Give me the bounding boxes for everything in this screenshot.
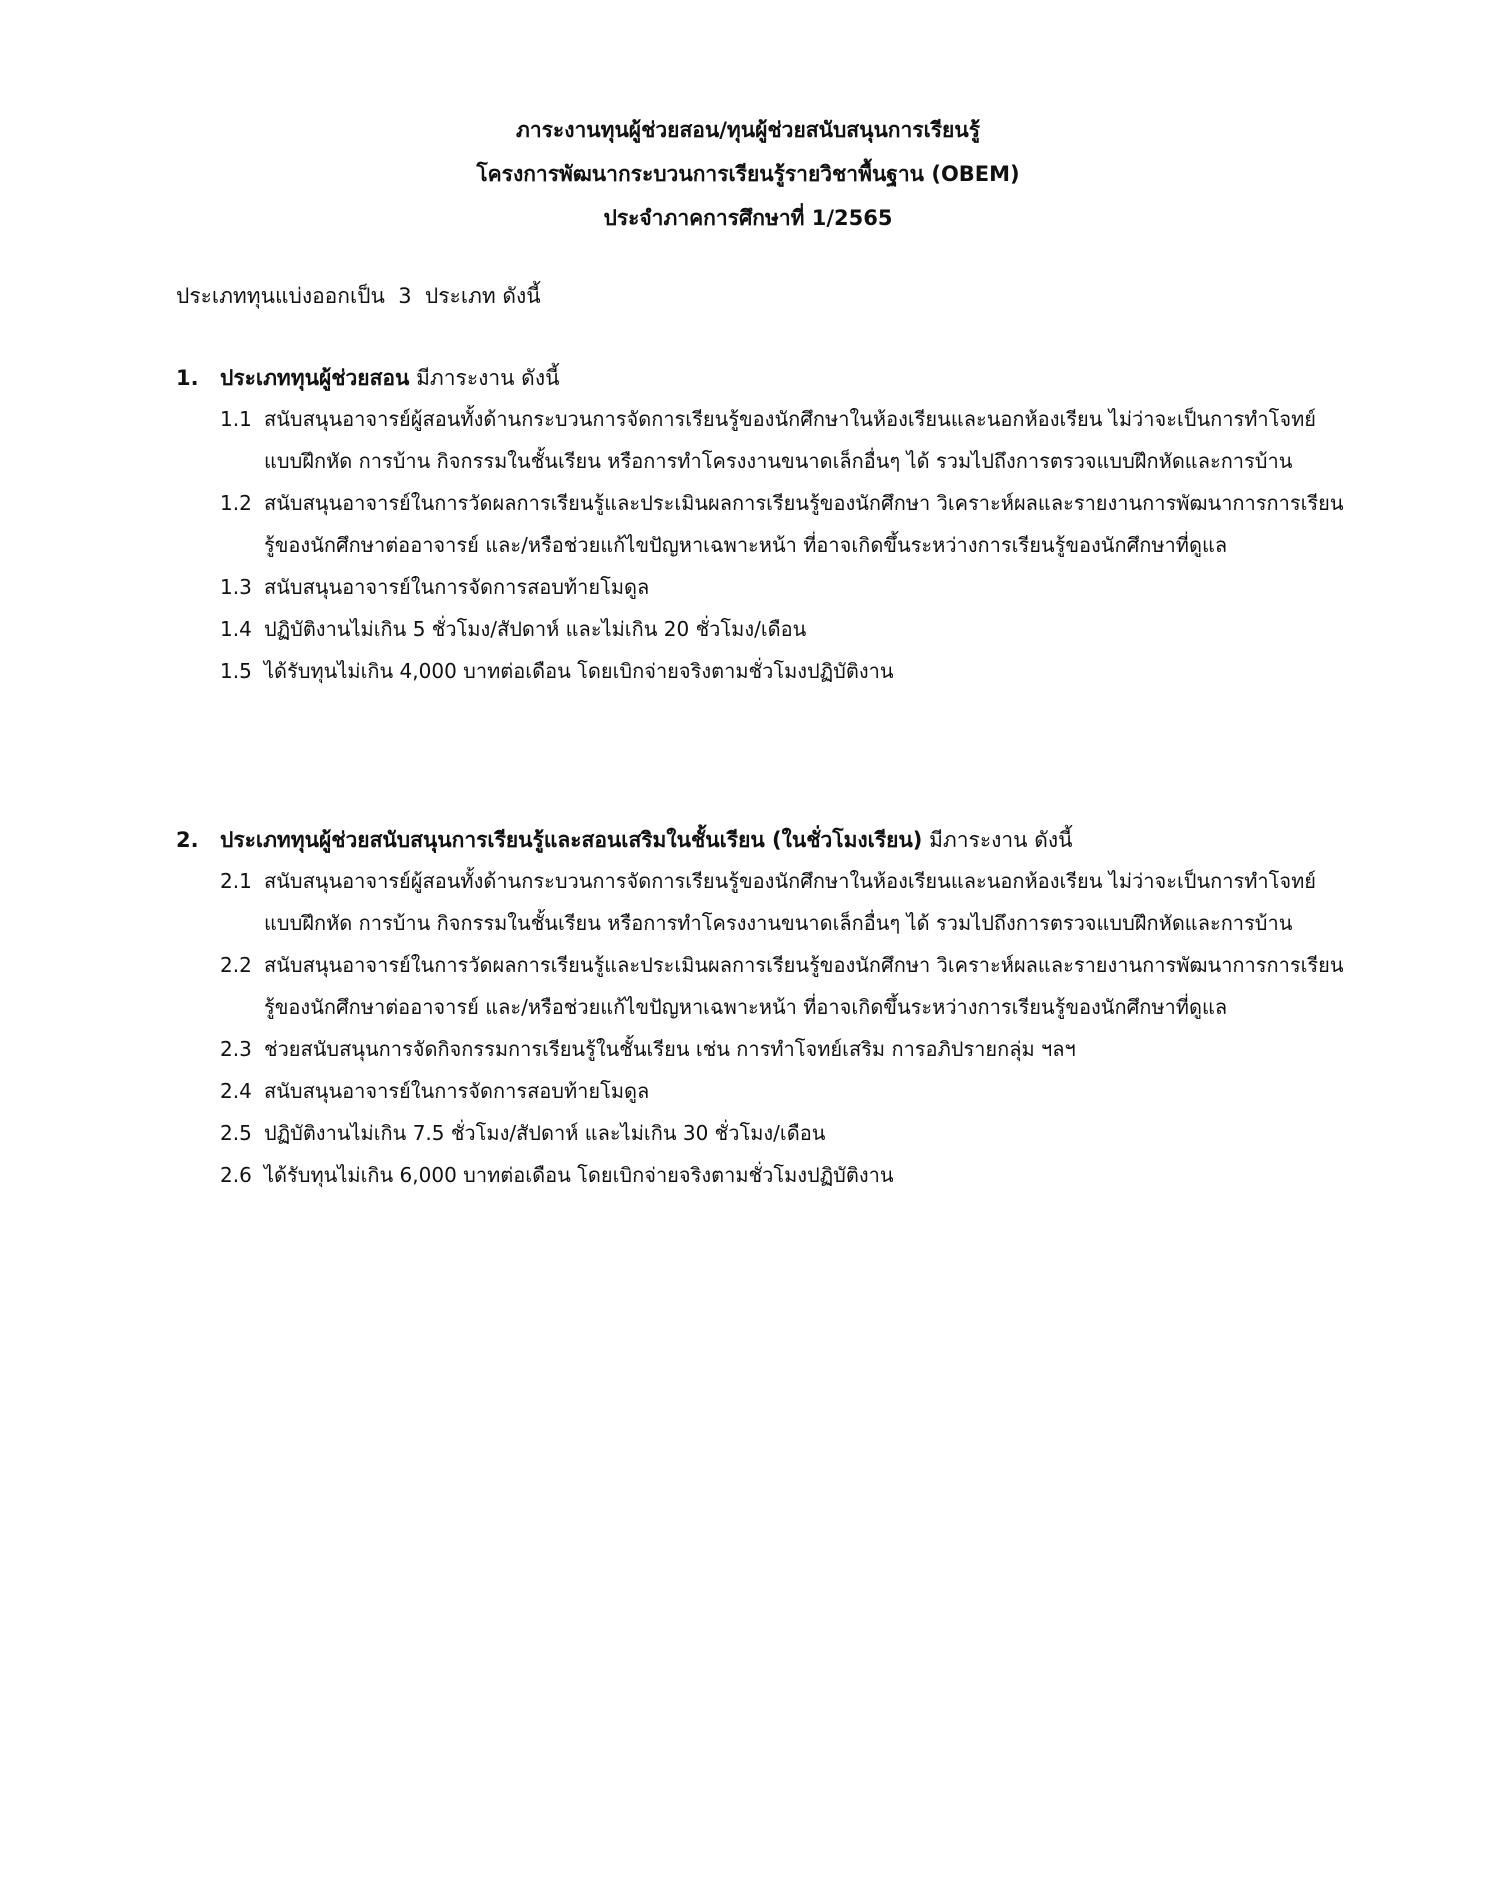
item-number: 1.4 xyxy=(220,617,252,641)
section-1 xyxy=(176,358,1344,692)
list-item xyxy=(220,1112,1354,1154)
list-item xyxy=(220,1154,1354,1196)
item-number: 2.4 xyxy=(220,1079,252,1103)
section-number: 2. xyxy=(176,828,199,852)
section-title: ประเภททุนผู้ช่วยสอน xyxy=(220,366,410,390)
item-number: 1.5 xyxy=(220,659,252,683)
list-item xyxy=(220,650,1354,692)
list-item xyxy=(220,944,1354,1028)
header-title-line-3: ประจำภาคการศึกษาที่ 1/2565 xyxy=(603,206,893,230)
item-text: ช่วยสนับสนุนการจัดกิจกรรมการเรียนรู้ในชั้นเรียน เช่น การทำโจทย์เสริม การอภิปรายกลุ่ม ฯลฯ xyxy=(264,1037,1076,1061)
document-header xyxy=(0,108,1496,240)
item-text: ปฏิบัติงานไม่เกิน 7.5 ชั่วโมง/สัปดาห์ และไม่เกิน 30 ชั่วโมง/เดือน xyxy=(264,1121,826,1145)
item-text: สนับสนุนอาจารย์ผู้สอนทั้งด้านกระบวนการจัดการเรียนรู้ของนักศึกษาในห้องเรียนและนอกห้องเรียน ไม่ว่าจะเป็นการทำโจทย์ แบบฝึกหัด การบ้าน กิจกรรมในชั้นเรียน หรือการทำโครงงานขนาดเล็กอื่นๆ ได้ รวมไปถึงการตรวจแบบฝึกหัดและการบ้าน xyxy=(264,869,1317,935)
section-heading-text xyxy=(220,820,1072,860)
list-item xyxy=(220,1070,1354,1112)
item-number: 2.5 xyxy=(220,1121,252,1145)
item-number: 2.2 xyxy=(220,953,252,977)
section-suffix: มีภาระงาน ดังนี้ xyxy=(922,828,1073,852)
section-heading-text xyxy=(220,358,559,398)
item-text: ปฏิบัติงานไม่เกิน 5 ชั่วโมง/สัปดาห์ และไม่เกิน 20 ชั่วโมง/เดือน xyxy=(264,617,807,641)
header-title-line-2: โครงการพัฒนากระบวนการเรียนรู้รายวิชาพื้นฐาน (OBEM) xyxy=(476,162,1020,186)
item-text: สนับสนุนอาจารย์ในการจัดการสอบท้ายโมดูล xyxy=(264,575,650,599)
item-text: ได้รับทุนไม่เกิน 4,000 บาทต่อเดือน โดยเบิกจ่ายจริงตามชั่วโมงปฏิบัติงาน xyxy=(264,659,894,683)
header-title-line-1: ภาระงานทุนผู้ช่วยสอน/ทุนผู้ช่วยสนับสนุนการเรียนรู้ xyxy=(516,118,980,142)
section-number: 1. xyxy=(176,366,199,390)
item-text: ได้รับทุนไม่เกิน 6,000 บาทต่อเดือน โดยเบิกจ่ายจริงตามชั่วโมงปฏิบัติงาน xyxy=(264,1163,894,1187)
section-2 xyxy=(176,820,1344,1196)
item-text: สนับสนุนอาจารย์ในการวัดผลการเรียนรู้และประเมินผลการเรียนรู้ของนักศึกษา วิเคราะห์ผลและรายงานการพัฒนาการการเรียนรู้ของนักศึกษาต่ออาจารย์ และ/หรือช่วยแก้ไขปัญหาเฉพาะหน้า ที่อาจเกิดขึ้นระหว่างการเรียนรู้ของนักศึกษาที่ดูแล xyxy=(264,953,1344,1019)
list-item xyxy=(220,1028,1354,1070)
list-item xyxy=(220,482,1354,566)
list-item xyxy=(220,608,1354,650)
item-number: 2.6 xyxy=(220,1163,252,1187)
list-item xyxy=(220,398,1354,482)
item-number: 1.1 xyxy=(220,407,252,431)
section-heading xyxy=(176,358,1336,398)
item-number: 2.1 xyxy=(220,869,252,893)
item-number: 1.3 xyxy=(220,575,252,599)
section-title: ประเภททุนผู้ช่วยสนับสนุนการเรียนรู้และสอนเสริมในชั้นเรียน (ในชั่วโมงเรียน) xyxy=(220,828,923,852)
item-text: สนับสนุนอาจารย์ผู้สอนทั้งด้านกระบวนการจัดการเรียนรู้ของนักศึกษาในห้องเรียนและนอกห้องเรียน ไม่ว่าจะเป็นการทำโจทย์ แบบฝึกหัด การบ้าน กิจกรรมในชั้นเรียน หรือการทำโครงงานขนาดเล็กอื่นๆ ได้ รวมไปถึงการตรวจแบบฝึกหัดและการบ้าน xyxy=(264,407,1317,473)
item-text: สนับสนุนอาจารย์ในการวัดผลการเรียนรู้และประเมินผลการเรียนรู้ของนักศึกษา วิเคราะห์ผลและรายงานการพัฒนาการการเรียนรู้ของนักศึกษาต่ออาจารย์ และ/หรือช่วยแก้ไขปัญหาเฉพาะหน้า ที่อาจเกิดขึ้นระหว่างการเรียนรู้ของนักศึกษาที่ดูแล xyxy=(264,491,1344,557)
item-number: 1.2 xyxy=(220,491,252,515)
section-suffix: มีภาระงาน ดังนี้ xyxy=(409,366,560,390)
item-number: 2.3 xyxy=(220,1037,252,1061)
item-text: สนับสนุนอาจารย์ในการจัดการสอบท้ายโมดูล xyxy=(264,1079,650,1103)
section-heading xyxy=(176,820,1336,860)
list-item xyxy=(220,860,1354,944)
intro-text: ประเภททุนแบ่งออกเป็น 3 ประเภท ดังนี้ xyxy=(176,284,541,308)
list-item xyxy=(220,566,1354,608)
